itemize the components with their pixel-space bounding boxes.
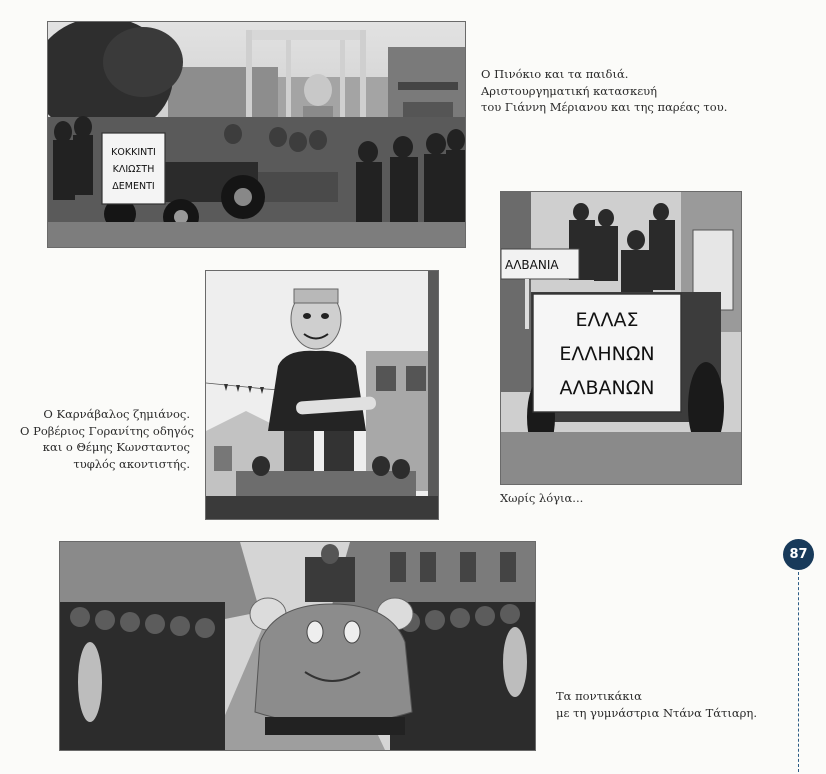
photo-ellas-image bbox=[501, 192, 741, 484]
photo-mice-image bbox=[60, 542, 535, 750]
caption-karnavalos-line-2: Ο Ροβέριος Γορανίτης οδηγός bbox=[20, 423, 194, 438]
ellas-sign-line-2: ΕΛΛΗΝΩΝ bbox=[559, 343, 655, 365]
photo-ellas-tractor bbox=[500, 191, 742, 485]
pinocchio-sign-line-2: ΚΛΙΩΣΤΗ bbox=[112, 164, 155, 175]
caption-ellas-line-1: Χωρίς λόγια... bbox=[500, 491, 584, 505]
pinocchio-sign-line-1: ΚΟΚΚΙΝΤΙ bbox=[111, 147, 156, 158]
photo-karnavalos-float bbox=[205, 270, 439, 520]
caption-pinocchio-line-3: του Γιάννη Μέριανου και της παρέας του. bbox=[481, 100, 728, 114]
caption-pinocchio bbox=[481, 66, 727, 116]
photo-karnavalos-image bbox=[206, 271, 438, 519]
caption-karnavalos bbox=[20, 406, 194, 472]
ellas-sign-line-1: ΕΛΛΑΣ bbox=[575, 309, 639, 331]
page-number-badge: 87 bbox=[783, 539, 814, 570]
caption-karnavalos-line-4: τυφλός ακοντιστής. bbox=[73, 456, 190, 471]
caption-karnavalos-line-3: και ο Θέμης Κωνσταντος bbox=[42, 440, 190, 454]
ellas-banner-text: ΑΛΒΑΝΙΑ bbox=[505, 258, 559, 272]
pinocchio-sign-line-3: ΔΕΜΕΝΤΙ bbox=[112, 181, 155, 192]
caption-mice bbox=[556, 688, 757, 721]
photo-pinocchio-float bbox=[47, 21, 466, 248]
caption-ellas bbox=[500, 490, 583, 507]
caption-pinocchio-line-1: Ο Πινόκιο και τα παιδιά. bbox=[481, 67, 629, 81]
caption-mice-line-2: με τη γυμνάστρια Ντάνα Τάτιαρη. bbox=[556, 705, 757, 720]
caption-karnavalos-line-1: Ο Καρνάβαλος ζημιάνος. bbox=[43, 407, 190, 421]
caption-pinocchio-line-2: Αριστουργηματική κατασκευή bbox=[481, 83, 658, 98]
ellas-sign-line-3: ΑΛΒΑΝΩΝ bbox=[559, 377, 655, 399]
photo-mice-float bbox=[59, 541, 536, 751]
photo-pinocchio-image bbox=[48, 22, 465, 247]
page-margin-dashed-rule bbox=[798, 572, 799, 772]
caption-mice-line-1: Τα ποντικάκια bbox=[556, 689, 642, 703]
